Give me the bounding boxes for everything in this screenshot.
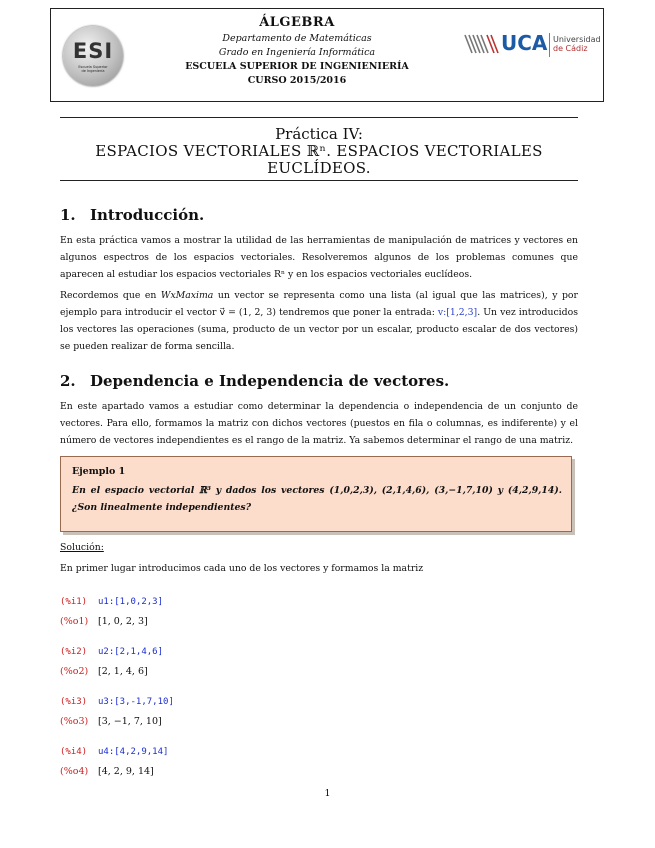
title-rule-top xyxy=(60,117,578,118)
esi-logo-subtitle: Escuela Superior de Ingeniería xyxy=(78,65,108,73)
page-number: 1 xyxy=(324,788,331,799)
solution-intro: En primer lugar introducimos cada uno de los vectores y formamos la matriz xyxy=(60,563,424,574)
esi-logo xyxy=(63,26,123,86)
code-inline: v:[1,2,3] xyxy=(437,307,478,318)
header-center xyxy=(161,15,433,88)
maxima-output-1: (%o1) [1, 0, 2, 3] xyxy=(60,616,148,627)
section1-paragraph-2: Recordemos que en WxMaxima un vector se representa como una lista (al igual que las matrices), y por ejemplo para introducir el vector v⃗ = (1, 2, 3) tendremos que poner la entrada: v:[1,2,3]. Un vez introducidos los vectores las operaciones (suma, producto de un vector por un escalar, producto escalar de dos vectores) se pueden realizar de forma sencilla. xyxy=(60,290,578,352)
section-heading-2: 2. Dependencia e Independencia de vectores. xyxy=(60,372,450,390)
header-box xyxy=(50,8,604,102)
example-title: Ejemplo 1 xyxy=(72,466,126,477)
practice-number: Práctica IV: xyxy=(275,125,363,143)
maxima-output-2: (%o2) [2, 1, 4, 6] xyxy=(60,666,148,677)
uca-emblem-icon xyxy=(463,31,499,57)
practice-title-line1: ESPACIOS VECTORIALES ℝⁿ. ESPACIOS VECTORIALES xyxy=(95,142,543,160)
solution-label: Solución: xyxy=(60,542,104,553)
course-title: ÁLGEBRA xyxy=(259,15,335,30)
section1-paragraph-1: En esta práctica vamos a mostrar la utilidad de las herramientas de manipulación de matrices y vectores en algunos espectros de los espacios vectoriales. Resolveremos algunos de los problemas comunes que aparecen al estudiar los espacios vectoriales Rⁿ y en los espacios vectoriales euclídeos. xyxy=(60,235,578,280)
maxima-output-3: (%o3) [3, −1, 7, 10] xyxy=(60,716,162,727)
department: Departamento de Matemáticas xyxy=(222,33,372,44)
section-heading-1: 1. Introducción. xyxy=(60,206,205,224)
maxima-input-2: (%i2) u2:[2,1,4,6] xyxy=(60,647,164,657)
maxima-input-4: (%i4) u4:[4,2,9,14] xyxy=(60,747,169,757)
example-body: En el espacio vectorial ℝ³ y dados los vectores (1,0,2,3), (2,1,4,6), (3,−1,7,10) y (4,2,9,14). ¿Son linealmente independientes? xyxy=(72,485,562,513)
section2-paragraph-1: En este apartado vamos a estudiar como determinar la dependencia o independencia de un conjunto de vectores. Para ello, formamos la matriz con dichos vectores (puestos en fila o columnas, es indiferente) y el número de vectores independientes es el rango de la matriz. Ya sabemos determinar el rango de una matriz. xyxy=(60,401,578,446)
title-rule-bottom xyxy=(60,180,578,181)
practice-title xyxy=(60,126,578,177)
practice-title-line2: EUCLÍDEOS. xyxy=(267,159,371,177)
uca-name: Universidad de Cádiz xyxy=(553,35,601,53)
esi-logo-text: ESI xyxy=(72,39,114,63)
maxima-input-3: (%i3) u3:[3,-1,7,10] xyxy=(60,697,174,707)
academic-year: CURSO 2015/2016 xyxy=(247,75,347,86)
school-name: ESCUELA SUPERIOR DE INGENIENIERÍA xyxy=(185,61,409,72)
uca-separator xyxy=(549,33,550,57)
maxima-input-1: (%i1) u1:[1,0,2,3] xyxy=(60,597,164,607)
degree: Grado en Ingeniería Informática xyxy=(218,47,376,58)
uca-logo xyxy=(463,31,599,61)
uca-letters: UCA xyxy=(501,31,548,55)
example-box xyxy=(60,456,572,532)
maxima-output-4: (%o4) [4, 2, 9, 14] xyxy=(60,766,154,777)
